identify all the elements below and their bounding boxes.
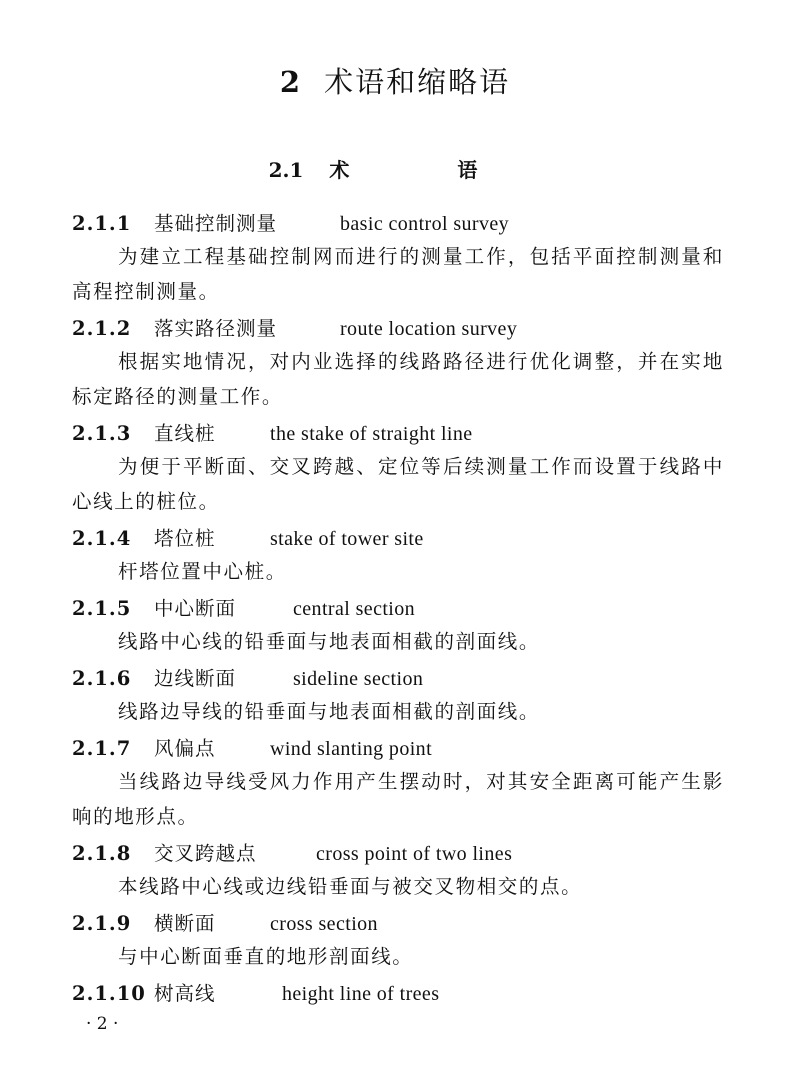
section-title-text: 术 语 — [329, 158, 522, 182]
term-english: basic control survey — [340, 213, 510, 235]
term-chinese: 直线桩 — [154, 422, 216, 445]
term-definition: 根据实地情况，对内业选择的线路路径进行优化调整，并在实地标定路径的测量工作。 — [72, 350, 724, 408]
term-heading — [72, 208, 509, 236]
term-heading — [72, 593, 415, 621]
term-number: 2.1.5 — [72, 597, 132, 620]
term-number: 2.1.6 — [72, 667, 132, 690]
term-chinese: 横断面 — [154, 912, 216, 935]
term-english: cross point of two lines — [316, 843, 513, 865]
term-definition: 为建立工程基础控制网而进行的测量工作，包括平面控制测量和高程控制测量。 — [72, 245, 724, 303]
term-chinese: 边线断面 — [154, 667, 237, 690]
page-number: · 2 · — [86, 1014, 119, 1034]
term-chinese: 中心断面 — [154, 597, 237, 620]
term-definition: 当线路边导线受风力作用产生摆动时，对其安全距离可能产生影响的地形点。 — [72, 770, 724, 828]
term-number: 2.1.3 — [72, 422, 132, 445]
term-english: the stake of straight line — [270, 423, 473, 445]
term-number: 2.1.9 — [72, 912, 132, 935]
term-english: cross section — [270, 913, 378, 935]
term-heading — [72, 313, 517, 341]
term-heading — [72, 523, 424, 551]
term-english: stake of tower site — [270, 528, 424, 550]
term-number: 2.1.8 — [72, 842, 132, 865]
section-title — [0, 154, 790, 183]
term-definition: 与中心断面垂直的地形剖面线。 — [118, 945, 414, 968]
term-heading — [72, 663, 423, 691]
term-number: 2.1.4 — [72, 527, 132, 550]
term-chinese: 落实路径测量 — [154, 317, 278, 340]
term-definition: 本线路中心线或边线铅垂面与被交叉物相交的点。 — [118, 875, 583, 898]
term-heading — [72, 908, 378, 936]
term-chinese: 塔位桩 — [154, 527, 216, 550]
term-definition: 线路中心线的铅垂面与地表面相截的剖面线。 — [118, 630, 541, 653]
term-chinese: 风偏点 — [154, 737, 216, 760]
term-definition: 为便于平断面、交叉跨越、定位等后续测量工作而设置于线路中心线上的桩位。 — [72, 455, 724, 513]
term-english: route location survey — [340, 318, 518, 340]
term-english: height line of trees — [282, 983, 440, 1005]
term-number: 2.1.1 — [72, 212, 132, 235]
chapter-number: 2 — [279, 65, 303, 99]
term-english: sideline section — [293, 668, 424, 690]
chapter-title — [0, 60, 790, 101]
term-definition: 杆塔位置中心桩。 — [118, 560, 287, 583]
term-heading — [72, 978, 439, 1006]
term-number: 2.1.2 — [72, 317, 132, 340]
term-definition: 线路边导线的铅垂面与地表面相截的剖面线。 — [118, 700, 541, 723]
term-chinese: 基础控制测量 — [154, 212, 278, 235]
chapter-title-text: 术语和缩略语 — [324, 65, 511, 99]
term-english: central section — [293, 598, 416, 620]
term-number: 2.1.7 — [72, 737, 132, 760]
section-number: 2.1 — [268, 158, 304, 182]
term-chinese: 交叉跨越点 — [154, 842, 257, 865]
term-english: wind slanting point — [270, 738, 433, 760]
term-chinese: 树高线 — [154, 982, 216, 1005]
term-heading — [72, 418, 473, 446]
term-heading — [72, 733, 432, 761]
term-number: 2.1.10 — [72, 982, 146, 1005]
term-heading — [72, 838, 512, 866]
